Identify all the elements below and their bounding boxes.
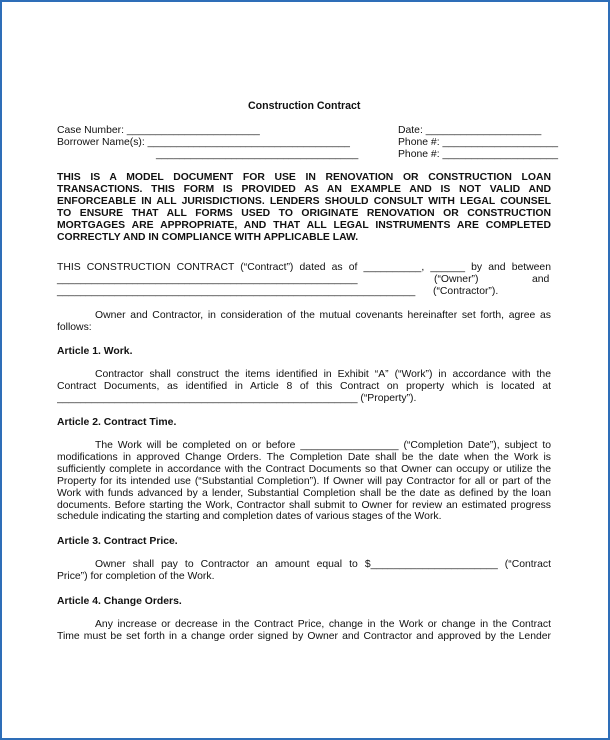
article-2-heading: Article 2. Contract Time. (57, 417, 177, 428)
article-3-paragraph-cont (57, 571, 551, 583)
paragraph-line: schedule indicating the starting and completion dates of various stages of the Work. (57, 511, 442, 523)
phone-field-2: Phone #: ____________________ (398, 149, 559, 160)
case-number-field: Case Number: _______________________ (57, 125, 260, 136)
owner-blank: ____________________________________________________ (57, 274, 358, 285)
date-field: Date: ____________________ (398, 125, 542, 136)
contractor-blank: ______________________________________________________________ (57, 286, 416, 297)
paragraph-line: Owner shall pay to Contractor an amount equal to $______________________ (“Contract (95, 559, 551, 570)
paragraph-line: The Work will be completed on or before _________________ (“Completion Date”), subject to (95, 440, 551, 451)
paragraph-line: ____________________________________________________ (“Property”). (57, 392, 417, 404)
paragraph-line: Owner and Contractor, in consideration of the mutual covenants hereinafter set forth, agree as (95, 310, 551, 321)
borrower-names-line2: ___________________________________ (156, 149, 359, 160)
intro-paragraph (57, 262, 551, 274)
paragraph-line: Contract Documents, as identified in Article 8 of this Contract on property which is located at (57, 381, 551, 392)
intro-line-1: THIS CONSTRUCTION CONTRACT (“Contract”) dated as of __________, ______ by and between (57, 262, 551, 273)
notice-line: THIS IS A MODEL DOCUMENT FOR USE IN RENOVATION OR CONSTRUCTION LOAN (57, 172, 551, 183)
legal-notice (57, 172, 551, 243)
paragraph-line: Contractor shall construct the items identified in Exhibit “A” (“Work”) in accordance with the (95, 369, 551, 380)
notice-line: TO ENSURE THAT ALL FORMS USED TO ORIGINATE RENOVATION OR CONSTRUCTION (57, 207, 551, 219)
article-2-paragraph-cont (57, 452, 551, 523)
paragraph-line: modifications in approved Change Orders. The Completion Date shall be the date when the Work is (57, 452, 551, 463)
notice-line: CORRECTLY AND IN COMPLIANCE WITH APPLICABLE LAW. (57, 231, 359, 243)
article-4-paragraph (95, 619, 551, 631)
paragraph-line: Property for its intended use (“Substantial Completion”). If Owner will pay Contractor for all or part of the (57, 475, 551, 487)
and-label: and (532, 274, 550, 285)
paragraph-line: Time must be set forth in a change order signed by Owner and Contractor and approved by the Lender (57, 631, 551, 642)
paragraph-line: documents. Before starting the Work, Contractor shall submit to Owner for review an estimated progress (57, 499, 551, 511)
article-3-heading: Article 3. Contract Price. (57, 536, 178, 547)
consideration-paragraph-2 (57, 322, 551, 334)
article-4-paragraph-cont (57, 631, 551, 643)
notice-line: TRANSACTIONS. THIS FORM IS PROVIDED AS AN EXAMPLE AND IS NOT VALID AND (57, 183, 551, 195)
article-1-paragraph-cont (57, 381, 551, 405)
notice-line: ENFORCEABLE IN ALL JURISDICTIONS. LENDERS SHOULD CONSULT WITH LEGAL COUNSEL (57, 195, 551, 207)
borrower-names-field: Borrower Name(s): ___________________________________ (57, 137, 350, 148)
article-4-heading: Article 4. Change Orders. (57, 596, 182, 607)
contractor-label: (“Contractor”). (433, 286, 499, 297)
paragraph-line: sufficiently complete in accordance with the Contract Documents so that Owner can occupy or utilize the (57, 463, 551, 475)
document-title: Construction Contract (248, 100, 361, 112)
paragraph-line: Work with funds advanced by a lender, Substantial Completion shall be the date as defined by the loan (57, 487, 551, 499)
article-1-heading: Article 1. Work. (57, 346, 133, 357)
article-1-paragraph (95, 369, 551, 381)
paragraph-line: follows: (57, 322, 92, 333)
paragraph-line: Price”) for completion of the Work. (57, 571, 215, 582)
consideration-paragraph (57, 310, 551, 322)
article-2-paragraph (95, 440, 551, 452)
notice-line: MORTGAGES ARE APPROPRIATE, AND THAT ALL LEGAL INSTRUMENTS ARE COMPLETED (57, 219, 551, 231)
document-page (2, 2, 608, 738)
paragraph-line: Any increase or decrease in the Contract Price, change in the Work or change in the Contract (95, 619, 551, 630)
owner-label: (“Owner”) (434, 274, 479, 285)
article-3-paragraph (95, 559, 551, 571)
phone-field-1: Phone #: ____________________ (398, 137, 559, 148)
